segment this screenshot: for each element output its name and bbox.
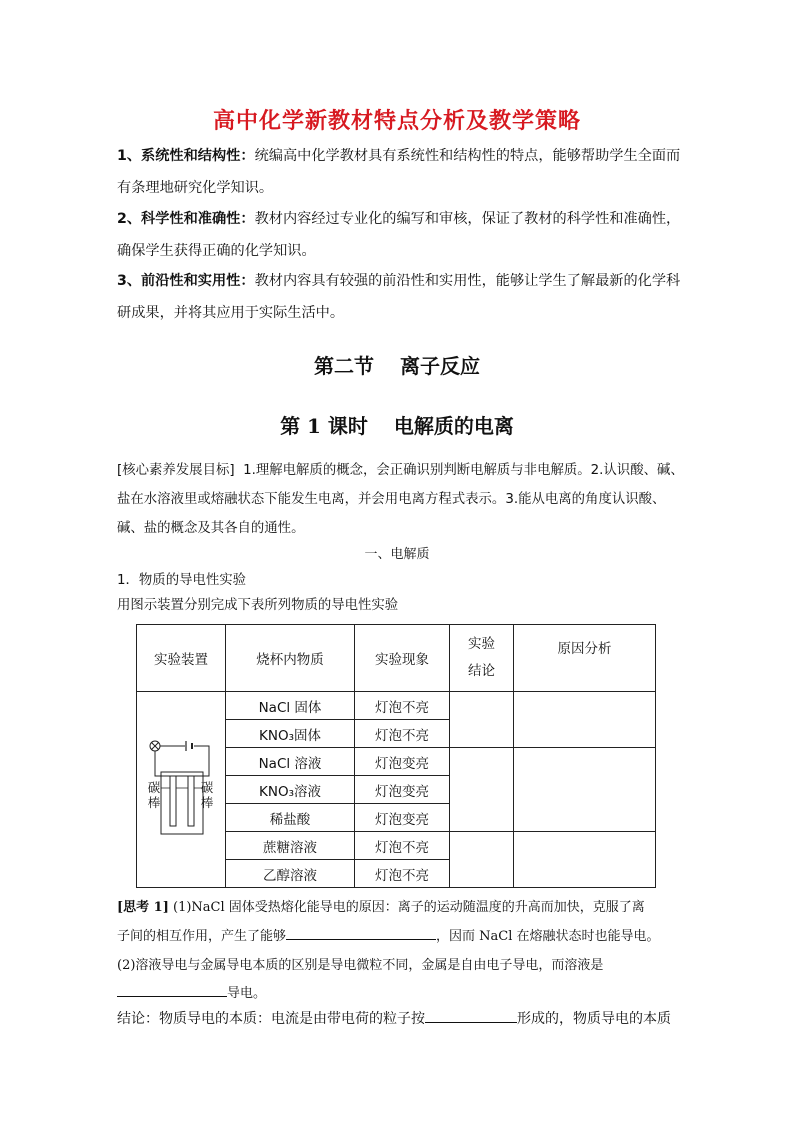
think-p1b: 子间的相互作用，产生了能够 (117, 929, 287, 944)
think-p2b: 导电。 (227, 986, 267, 1001)
point-1-text: 统编高中化学教材具有系统性和结构性的特点，能够帮助学生全面而有条理地研究化学知识。 (117, 148, 681, 196)
core-goals-text: 1.理解电解质的概念，会正确识别判断电解质与非电解质。2.认识酸、碱、盐在水溶液里或熔融状态下能发生电离，并会用电离方程式表示。3.能从电离的角度认识酸、碱、盐的概念及其各自的通性。 (117, 463, 684, 536)
section-name: 离子反应 (400, 354, 480, 378)
header-apparatus: 实验装置 (137, 625, 226, 692)
row-2-substance: KNO₃固体 (226, 720, 355, 748)
fill-blank-3[interactable] (425, 1008, 517, 1023)
point-2 (117, 203, 689, 267)
point-3-text: 教材内容具有较强的前沿性和实用性，能够让学生了解最新的化学科研成果，并将其应用于实际生活中。 (117, 273, 681, 321)
point-2-text: 教材内容经过专业化的编写和审核，保证了教材的科学性和准确性，确保学生获得正确的化学知识。 (117, 211, 681, 259)
row-7-substance: 乙醇溶液 (226, 860, 355, 888)
row-3-substance: NaCl 溶液 (226, 748, 355, 776)
conclusion-line (117, 1004, 697, 1034)
point-1 (117, 140, 689, 204)
section-number: 第二节 (314, 354, 374, 378)
right-electrode (188, 776, 194, 826)
row-3-phenomenon: 灯泡变亮 (355, 748, 450, 776)
think-line-3: (2)溶液导电与金属导电本质的区别是导电微粒不同，金属是自由电子导电，而溶液是 (117, 958, 604, 973)
header-conclusion: 实验结论 (450, 625, 514, 692)
table-row (137, 692, 656, 720)
row-5-substance: 稀盐酸 (226, 804, 355, 832)
row-1-substance: NaCl 固体 (226, 692, 355, 720)
point-2-lead: 2、科学性和准确性： (117, 211, 255, 227)
apparatus-cell (137, 692, 226, 888)
lesson-number: 第 1 课时 (280, 414, 368, 438)
fill-blank-1[interactable] (286, 925, 436, 940)
beaker-icon (161, 772, 203, 834)
left-electrode (170, 776, 176, 826)
row-6-phenomenon: 灯泡不亮 (355, 832, 450, 860)
row-5-phenomenon: 灯泡变亮 (355, 804, 450, 832)
core-goals-label: [核心素养发展目标] (117, 463, 235, 478)
think-label: [思考 1] (117, 900, 169, 915)
left-electrode-label: 碳棒 (147, 779, 161, 810)
item-1-heading: 1．物质的导电性实验 (117, 573, 247, 588)
row-4-phenomenon: 灯泡变亮 (355, 776, 450, 804)
fill-blank-2[interactable] (117, 982, 227, 997)
table-header-row (137, 625, 656, 692)
lesson-name: 电解质的电离 (393, 414, 514, 438)
point-3 (117, 265, 689, 329)
conclusion-cell-1 (450, 692, 514, 748)
lesson-heading (0, 410, 794, 439)
document-title: 高中化学新教材特点分析及教学策略 (212, 109, 581, 134)
header-substance: 烧杯内物质 (226, 625, 355, 692)
conclusion-a: 结论：物质导电的本质：电流是由带电荷的粒子按 (117, 1011, 425, 1027)
row-7-phenomenon: 灯泡不亮 (355, 860, 450, 888)
row-4-substance: KNO₃溶液 (226, 776, 355, 804)
core-goals (117, 456, 689, 543)
think-p1a: (1)NaCl 固体受热熔化能导电的原因：离子的运动随温度的升高而加快，克服了离 (173, 900, 645, 915)
row-1-phenomenon: 灯泡不亮 (355, 692, 450, 720)
experiment-table (136, 624, 656, 888)
think-p1c: ，因而 NaCl 在熔融状态时也能导电。 (436, 929, 660, 944)
section-heading (0, 350, 794, 379)
reason-cell-2 (514, 748, 656, 832)
table-intro: 用图示装置分别完成下表所列物质的导电性实验 (117, 598, 399, 613)
conclusion-cell-2 (450, 748, 514, 832)
think-line-2 (117, 922, 689, 952)
header-reason: 原因分析 (514, 625, 656, 692)
row-2-phenomenon: 灯泡不亮 (355, 720, 450, 748)
conclusion-b: 形成的，物质导电的本质 (517, 1011, 671, 1027)
think-line-1 (117, 893, 689, 923)
point-3-lead: 3、前沿性和实用性： (117, 273, 255, 289)
reason-cell-1 (514, 692, 656, 748)
right-electrode-label: 碳棒 (200, 779, 214, 810)
conclusion-cell-3 (450, 832, 514, 888)
reason-cell-3 (514, 832, 656, 888)
header-phenomenon: 实验现象 (355, 625, 450, 692)
point-1-lead: 1、系统性和结构性： (117, 148, 255, 164)
subsection-heading: 一、电解质 (364, 547, 430, 562)
row-6-substance: 蔗糖溶液 (226, 832, 355, 860)
